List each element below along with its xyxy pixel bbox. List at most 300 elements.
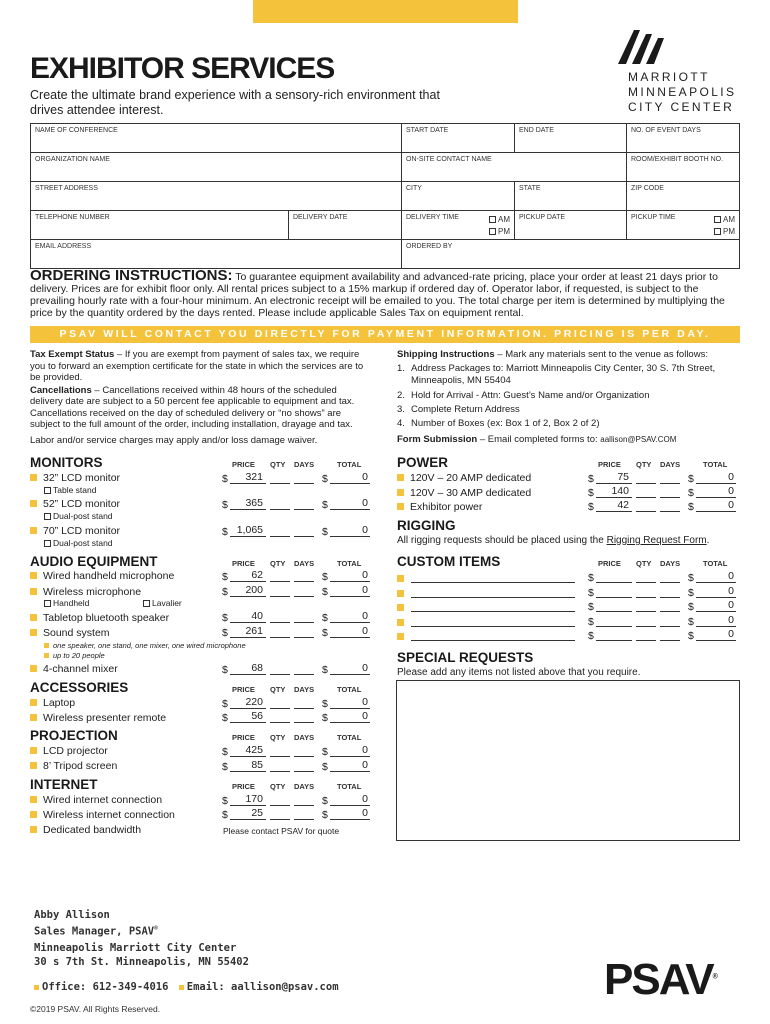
total-col-header: TOTAL bbox=[337, 559, 362, 568]
delivery-pm-checkbox[interactable] bbox=[489, 228, 496, 235]
total-value: 0 bbox=[330, 625, 370, 638]
page-title: EXHIBITOR SERVICES bbox=[30, 52, 335, 85]
field-label: NO. OF EVENT DAYS bbox=[631, 127, 701, 134]
bullet-icon bbox=[30, 826, 37, 833]
field-label: NAME OF CONFERENCE bbox=[35, 127, 118, 134]
price-currency: $ bbox=[588, 501, 594, 513]
bullet-icon bbox=[397, 604, 404, 611]
rigging-desc: All rigging requests should be placed using the bbox=[397, 535, 607, 546]
days-input[interactable] bbox=[660, 611, 680, 612]
price-currency: $ bbox=[222, 499, 228, 511]
delivery-date-field[interactable] bbox=[289, 211, 402, 240]
qty-input[interactable] bbox=[270, 596, 290, 597]
bullet-icon bbox=[44, 653, 49, 658]
event-days-field[interactable] bbox=[627, 124, 740, 153]
bullet-icon bbox=[30, 629, 37, 636]
qty-col-header: QTY bbox=[270, 559, 286, 568]
qty-input[interactable] bbox=[636, 626, 656, 627]
option-label: Handheld bbox=[53, 598, 90, 608]
total-currency: $ bbox=[322, 586, 328, 598]
price-currency: $ bbox=[222, 712, 228, 724]
qty-input[interactable] bbox=[270, 483, 290, 484]
zip-field[interactable] bbox=[627, 182, 740, 211]
shipping-list bbox=[397, 363, 742, 431]
shipping-info bbox=[397, 349, 742, 447]
price-value: 40 bbox=[230, 610, 266, 623]
list-item bbox=[30, 570, 174, 582]
qty-input[interactable] bbox=[270, 756, 290, 757]
venue-name: Minneapolis Marriott City Center bbox=[34, 942, 237, 954]
days-input[interactable] bbox=[294, 596, 314, 597]
lavalier-option[interactable] bbox=[143, 598, 182, 608]
accessories-heading: ACCESSORIES bbox=[30, 680, 129, 695]
item-label: 32” LCD monitor bbox=[43, 472, 121, 484]
total-value: 0 bbox=[330, 807, 370, 820]
total-value: 0 bbox=[330, 471, 370, 484]
submission-email-link[interactable]: aallison@PSAV.COM bbox=[600, 435, 677, 444]
qty-input[interactable] bbox=[270, 536, 290, 537]
price-col-header: PRICE bbox=[598, 460, 621, 469]
qty-input[interactable] bbox=[270, 819, 290, 820]
total-currency: $ bbox=[322, 698, 328, 710]
list-number: 3. bbox=[397, 404, 405, 415]
list-item bbox=[30, 697, 75, 709]
days-input[interactable] bbox=[660, 511, 680, 512]
price-col-header: PRICE bbox=[232, 559, 255, 568]
qty-col-header: QTY bbox=[270, 460, 286, 469]
list-number: 4. bbox=[397, 418, 405, 429]
street-address: 30 s 7th St. Minneapolis, MN 55402 bbox=[34, 956, 249, 968]
qty-input[interactable] bbox=[270, 722, 290, 723]
qty-input[interactable] bbox=[270, 581, 290, 582]
sound-system-note bbox=[44, 641, 246, 650]
total-currency: $ bbox=[688, 501, 694, 513]
item-label: Wireless microphone bbox=[43, 586, 142, 598]
days-input[interactable] bbox=[294, 637, 314, 638]
price-value: 1,065 bbox=[230, 524, 266, 537]
price-col-header: PRICE bbox=[232, 460, 255, 469]
qty-input[interactable] bbox=[636, 611, 656, 612]
top-accent-bar bbox=[253, 0, 518, 23]
list-item bbox=[30, 712, 166, 724]
total-currency: $ bbox=[322, 526, 328, 538]
qty-input[interactable] bbox=[270, 622, 290, 623]
total-value: 0 bbox=[330, 662, 370, 675]
list-item bbox=[397, 363, 742, 387]
days-input[interactable] bbox=[294, 756, 314, 757]
item-label: Wireless internet connection bbox=[43, 809, 175, 821]
special-requests-heading: SPECIAL REQUESTS bbox=[397, 650, 534, 665]
price-value: 170 bbox=[230, 793, 266, 806]
total-currency: $ bbox=[322, 473, 328, 485]
field-label: DELIVERY DATE bbox=[293, 214, 348, 221]
days-col-header: DAYS bbox=[294, 733, 315, 742]
total-currency: $ bbox=[322, 746, 328, 758]
list-item bbox=[30, 824, 141, 836]
qty-input[interactable] bbox=[270, 771, 290, 772]
price-value: 56 bbox=[230, 710, 266, 723]
list-item bbox=[30, 586, 141, 598]
contact-name: Abby Allison bbox=[34, 909, 110, 921]
total-value: 0 bbox=[330, 710, 370, 723]
bullet-icon bbox=[30, 614, 37, 621]
days-input[interactable] bbox=[660, 497, 680, 498]
delivery-am-checkbox[interactable] bbox=[489, 216, 496, 223]
form-submission-label: Form Submission bbox=[397, 434, 478, 445]
contact-line bbox=[34, 981, 339, 993]
option-label: Dual-post stand bbox=[53, 538, 113, 548]
start-date-field[interactable] bbox=[402, 124, 515, 153]
price-currency: $ bbox=[222, 698, 228, 710]
rigging-text bbox=[397, 535, 709, 546]
labor-note: Labor and/or service charges may apply and/or loss damage waiver. bbox=[30, 434, 318, 446]
item-label: 120V – 20 AMP dedicated bbox=[410, 472, 532, 484]
bullet-icon bbox=[30, 500, 37, 507]
field-label: EMAIL ADDRESS bbox=[35, 243, 92, 250]
total-value: 0 bbox=[330, 793, 370, 806]
custom-item-input[interactable] bbox=[411, 582, 575, 583]
list-item bbox=[30, 745, 108, 757]
list-text: Number of Boxes (ex: Box 1 of 2, Box 2 of 2) bbox=[411, 418, 600, 429]
field-label: ON-SITE CONTACT NAME bbox=[406, 156, 492, 163]
field-label: DELIVERY TIME bbox=[406, 214, 459, 221]
table-stand-option[interactable] bbox=[44, 485, 96, 495]
qty-input[interactable] bbox=[636, 597, 656, 598]
qty-input[interactable] bbox=[270, 805, 290, 806]
rigging-heading: RIGGING bbox=[397, 518, 456, 533]
bullet-icon bbox=[397, 633, 404, 640]
state-field[interactable] bbox=[515, 182, 627, 211]
delivery-time-field[interactable] bbox=[402, 211, 515, 240]
price-currency: $ bbox=[222, 795, 228, 807]
custom-item-input[interactable] bbox=[411, 640, 575, 641]
total-col-header: TOTAL bbox=[337, 782, 362, 791]
field-label: ROOM/EXHIBIT BOOTH NO. bbox=[631, 156, 724, 163]
venue-address bbox=[34, 941, 249, 969]
pm-label: PM bbox=[723, 227, 735, 236]
price-value: 321 bbox=[230, 471, 266, 484]
custom-price-input[interactable] bbox=[596, 611, 632, 612]
dual-post-stand-option[interactable] bbox=[44, 511, 113, 521]
price-value: 68 bbox=[230, 662, 266, 675]
days-input[interactable] bbox=[294, 819, 314, 820]
checkbox-icon[interactable] bbox=[44, 540, 51, 547]
conference-name-field[interactable] bbox=[31, 124, 402, 153]
page-subtitle: Create the ultimate brand experience with a sensory-rich environment that drives attendee interest. bbox=[30, 88, 440, 117]
price-value: 42 bbox=[596, 499, 632, 512]
checkbox-icon[interactable] bbox=[44, 600, 51, 607]
dual-post-stand-option[interactable] bbox=[44, 538, 113, 548]
pickup-pm-checkbox[interactable] bbox=[714, 228, 721, 235]
price-currency: $ bbox=[222, 664, 228, 676]
list-item bbox=[397, 403, 742, 417]
total-col-header: TOTAL bbox=[337, 733, 362, 742]
days-input[interactable] bbox=[294, 674, 314, 675]
monitors-heading: MONITORS bbox=[30, 455, 103, 470]
field-label: CITY bbox=[406, 185, 422, 192]
ordering-text: To guarantee equipment availability and advanced-rate pricing, place your order at least 21 days prior to delivery. Prices are for exhibit floor only. All rental prices subject to a 15% markup if ordered day of. Operator labor, if requested, is subject to the prevailing hourly rate with a four-hour minimum. An electronic receipt will be emailed to you. The total charge per item is determined by multiplying the price by the quantity ordered by the days rented. Please include applicable Sales Tax on equipment rental. bbox=[30, 271, 725, 319]
pickup-date-field[interactable] bbox=[515, 211, 627, 240]
price-currency: $ bbox=[588, 601, 594, 613]
price-value: 62 bbox=[230, 569, 266, 582]
bullet-icon bbox=[30, 762, 37, 769]
price-value: 220 bbox=[230, 696, 266, 709]
total-currency: $ bbox=[688, 587, 694, 599]
price-currency: $ bbox=[222, 586, 228, 598]
projection-heading: PROJECTION bbox=[30, 728, 118, 743]
qty-col-header: QTY bbox=[270, 685, 286, 694]
shipping-label: Shipping Instructions bbox=[397, 349, 495, 360]
price-col-header: PRICE bbox=[598, 559, 621, 568]
note-text: up to 20 people bbox=[53, 651, 105, 660]
days-col-header: DAYS bbox=[660, 460, 681, 469]
custom-item-input[interactable] bbox=[411, 626, 575, 627]
price-currency: $ bbox=[588, 630, 594, 642]
bullet-icon bbox=[30, 588, 37, 595]
total-col-header: TOTAL bbox=[703, 559, 728, 568]
qty-input[interactable] bbox=[636, 511, 656, 512]
rigging-end: . bbox=[706, 535, 710, 546]
list-number: 1. bbox=[397, 363, 405, 374]
field-label: END DATE bbox=[519, 127, 554, 134]
field-label: ZIP CODE bbox=[631, 185, 664, 192]
rigging-form-link[interactable]: Rigging Request Form bbox=[606, 535, 707, 546]
days-col-header: DAYS bbox=[294, 782, 315, 791]
custom-price-input[interactable] bbox=[596, 582, 632, 583]
item-label: Sound system bbox=[43, 627, 110, 639]
custom-item-input[interactable] bbox=[411, 597, 575, 598]
order-form-table bbox=[30, 123, 740, 269]
item-label: 70” LCD monitor bbox=[43, 525, 121, 537]
psav-logo: PSAV® bbox=[604, 955, 718, 1004]
footer-email-link[interactable]: aallison@psav.com bbox=[231, 981, 339, 993]
item-label: Exhibitor power bbox=[410, 501, 483, 513]
custom-price-input[interactable] bbox=[596, 626, 632, 627]
qty-input[interactable] bbox=[270, 674, 290, 675]
days-input[interactable] bbox=[294, 483, 314, 484]
field-label: ORDERED BY bbox=[406, 243, 453, 250]
list-item bbox=[30, 809, 175, 821]
ordering-instructions bbox=[30, 267, 742, 319]
qty-col-header: QTY bbox=[636, 460, 652, 469]
price-value: 365 bbox=[230, 497, 266, 510]
total-currency: $ bbox=[688, 601, 694, 613]
qty-col-header: QTY bbox=[270, 733, 286, 742]
cancellations-text: – Cancellations received within 48 hours of the scheduled delivery date are subject to a 50 percent fee applicable to equipment and tax. Cancellations received on the day of scheduled delivery or “no shows” are subject to the full amount of the order, including installation, drayage and tax. bbox=[30, 384, 355, 430]
contact-title: Sales Manager, PSAV bbox=[34, 925, 155, 938]
custom-price-input[interactable] bbox=[596, 597, 632, 598]
am-label: AM bbox=[498, 215, 510, 224]
note-text: one speaker, one stand, one mixer, one wired microphone bbox=[53, 641, 246, 650]
price-currency: $ bbox=[222, 571, 228, 583]
special-requests-box[interactable] bbox=[396, 680, 740, 841]
total-value: 0 bbox=[696, 599, 736, 612]
days-input[interactable] bbox=[294, 581, 314, 582]
item-label: Wired internet connection bbox=[43, 794, 163, 806]
days-input[interactable] bbox=[294, 771, 314, 772]
bullet-icon bbox=[44, 643, 49, 648]
contact-block: Abby Allison Sales Manager, PSAV® bbox=[34, 909, 158, 938]
custom-price-input[interactable] bbox=[596, 640, 632, 641]
total-currency: $ bbox=[322, 664, 328, 676]
shipping-text: – Mark any materials sent to the venue as follows: bbox=[494, 349, 708, 360]
email-field[interactable] bbox=[31, 240, 402, 269]
total-value: 0 bbox=[696, 628, 736, 641]
total-value: 0 bbox=[330, 744, 370, 757]
custom-item-input[interactable] bbox=[411, 611, 575, 612]
price-currency: $ bbox=[588, 572, 594, 584]
list-item bbox=[397, 487, 531, 499]
list-item bbox=[30, 627, 110, 639]
price-currency: $ bbox=[222, 526, 228, 538]
bullet-icon bbox=[397, 590, 404, 597]
list-item bbox=[397, 501, 482, 513]
audio-heading: AUDIO EQUIPMENT bbox=[30, 554, 158, 569]
tax-exempt-text: – If you are exempt from payment of sales tax, we require you to forward an exemption certificate for the state in which the services are to be provided. bbox=[30, 349, 364, 383]
price-value: 140 bbox=[596, 485, 632, 498]
price-currency: $ bbox=[588, 587, 594, 599]
days-col-header: DAYS bbox=[294, 685, 315, 694]
form-submission-text: – Email completed forms to: bbox=[477, 434, 598, 445]
days-input[interactable] bbox=[294, 722, 314, 723]
ordering-heading: ORDERING INSTRUCTIONS: bbox=[30, 267, 233, 284]
field-label: STREET ADDRESS bbox=[35, 185, 98, 192]
venue-logo-text bbox=[628, 70, 758, 115]
total-value: 0 bbox=[330, 610, 370, 623]
bullet-icon bbox=[30, 572, 37, 579]
item-label: 120V – 30 AMP dedicated bbox=[410, 487, 532, 499]
qty-input[interactable] bbox=[636, 483, 656, 484]
qty-input[interactable] bbox=[636, 497, 656, 498]
list-item bbox=[397, 389, 742, 403]
checkbox-icon[interactable] bbox=[143, 600, 150, 607]
total-value: 0 bbox=[330, 497, 370, 510]
booth-number-field[interactable] bbox=[627, 153, 740, 182]
bullet-icon bbox=[30, 527, 37, 534]
item-label: Wired handheld microphone bbox=[43, 570, 175, 582]
total-value: 0 bbox=[330, 696, 370, 709]
days-input[interactable] bbox=[294, 536, 314, 537]
bullet-icon bbox=[30, 811, 37, 818]
bullet-icon bbox=[30, 474, 37, 481]
bullet-icon bbox=[30, 699, 37, 706]
bullet-icon bbox=[397, 575, 404, 582]
total-currency: $ bbox=[688, 572, 694, 584]
logo-line-1: MARRIOTT bbox=[628, 70, 710, 84]
total-currency: $ bbox=[322, 712, 328, 724]
price-value: 425 bbox=[230, 744, 266, 757]
field-label: TELEPHONE NUMBER bbox=[35, 214, 110, 221]
list-item bbox=[30, 612, 169, 624]
street-address-field[interactable] bbox=[31, 182, 402, 211]
organization-field[interactable] bbox=[31, 153, 402, 182]
telephone-field[interactable] bbox=[31, 211, 289, 240]
list-item bbox=[30, 498, 120, 510]
end-date-field[interactable] bbox=[515, 124, 627, 153]
field-label: ORGANIZATION NAME bbox=[35, 156, 110, 163]
days-col-header: DAYS bbox=[660, 559, 681, 568]
list-number: 2. bbox=[397, 390, 405, 401]
price-currency: $ bbox=[588, 487, 594, 499]
days-input[interactable] bbox=[294, 708, 314, 709]
list-item bbox=[397, 417, 742, 431]
cancellations-label: Cancellations bbox=[30, 384, 92, 396]
list-text: Complete Return Address bbox=[411, 404, 520, 415]
sound-system-note bbox=[44, 651, 105, 660]
price-value: 75 bbox=[596, 471, 632, 484]
price-currency: $ bbox=[222, 746, 228, 758]
total-currency: $ bbox=[322, 612, 328, 624]
list-item bbox=[30, 794, 162, 806]
bullet-icon bbox=[397, 489, 404, 496]
days-input[interactable] bbox=[660, 483, 680, 484]
qty-input[interactable] bbox=[270, 637, 290, 638]
item-label: 52” LCD monitor bbox=[43, 498, 121, 510]
qty-input[interactable] bbox=[270, 708, 290, 709]
pickup-time-field[interactable] bbox=[627, 211, 740, 240]
total-currency: $ bbox=[688, 487, 694, 499]
pickup-am-checkbox[interactable] bbox=[714, 216, 721, 223]
price-currency: $ bbox=[222, 809, 228, 821]
qty-input[interactable] bbox=[636, 582, 656, 583]
bandwidth-quote-note: Please contact PSAV for quote bbox=[223, 826, 340, 836]
item-label: Wireless presenter remote bbox=[43, 712, 167, 724]
days-input[interactable] bbox=[660, 626, 680, 627]
days-input[interactable] bbox=[294, 805, 314, 806]
checkbox-icon[interactable] bbox=[44, 513, 51, 520]
days-input[interactable] bbox=[660, 597, 680, 598]
price-col-header: PRICE bbox=[232, 733, 255, 742]
days-input[interactable] bbox=[660, 582, 680, 583]
days-input[interactable] bbox=[660, 640, 680, 641]
option-label: Table stand bbox=[53, 485, 97, 495]
item-label: Laptop bbox=[43, 697, 76, 709]
list-text: Hold for Arrival - Attn: Guest’s Name and/or Organization bbox=[411, 390, 650, 401]
qty-col-header: QTY bbox=[636, 559, 652, 568]
total-value: 0 bbox=[330, 759, 370, 772]
total-value: 0 bbox=[696, 485, 736, 498]
option-label: Lavalier bbox=[152, 598, 182, 608]
onsite-contact-field[interactable] bbox=[402, 153, 627, 182]
item-label: 4-channel mixer bbox=[43, 663, 118, 675]
checkbox-icon[interactable] bbox=[44, 487, 51, 494]
total-currency: $ bbox=[322, 627, 328, 639]
total-col-header: TOTAL bbox=[703, 460, 728, 469]
policy-info bbox=[30, 349, 370, 447]
total-currency: $ bbox=[322, 499, 328, 511]
handheld-option[interactable] bbox=[44, 598, 89, 608]
city-field[interactable] bbox=[402, 182, 515, 211]
field-label: STATE bbox=[519, 185, 541, 192]
option-label: Dual-post stand bbox=[53, 511, 113, 521]
qty-col-header: QTY bbox=[270, 782, 286, 791]
list-item bbox=[30, 760, 117, 772]
field-label: PICKUP DATE bbox=[519, 214, 566, 221]
total-col-header: TOTAL bbox=[337, 460, 362, 469]
qty-input[interactable] bbox=[270, 509, 290, 510]
qty-input[interactable] bbox=[636, 640, 656, 641]
total-currency: $ bbox=[322, 571, 328, 583]
days-input[interactable] bbox=[294, 509, 314, 510]
tax-exempt-label: Tax Exempt Status bbox=[30, 349, 115, 360]
price-currency: $ bbox=[222, 612, 228, 624]
copyright: ©2019 PSAV. All Rights Reserved. bbox=[30, 1004, 161, 1014]
ordered-by-field[interactable] bbox=[402, 240, 740, 269]
days-input[interactable] bbox=[294, 622, 314, 623]
price-currency: $ bbox=[588, 616, 594, 628]
total-currency: $ bbox=[688, 616, 694, 628]
delivery-ampm bbox=[489, 214, 510, 238]
